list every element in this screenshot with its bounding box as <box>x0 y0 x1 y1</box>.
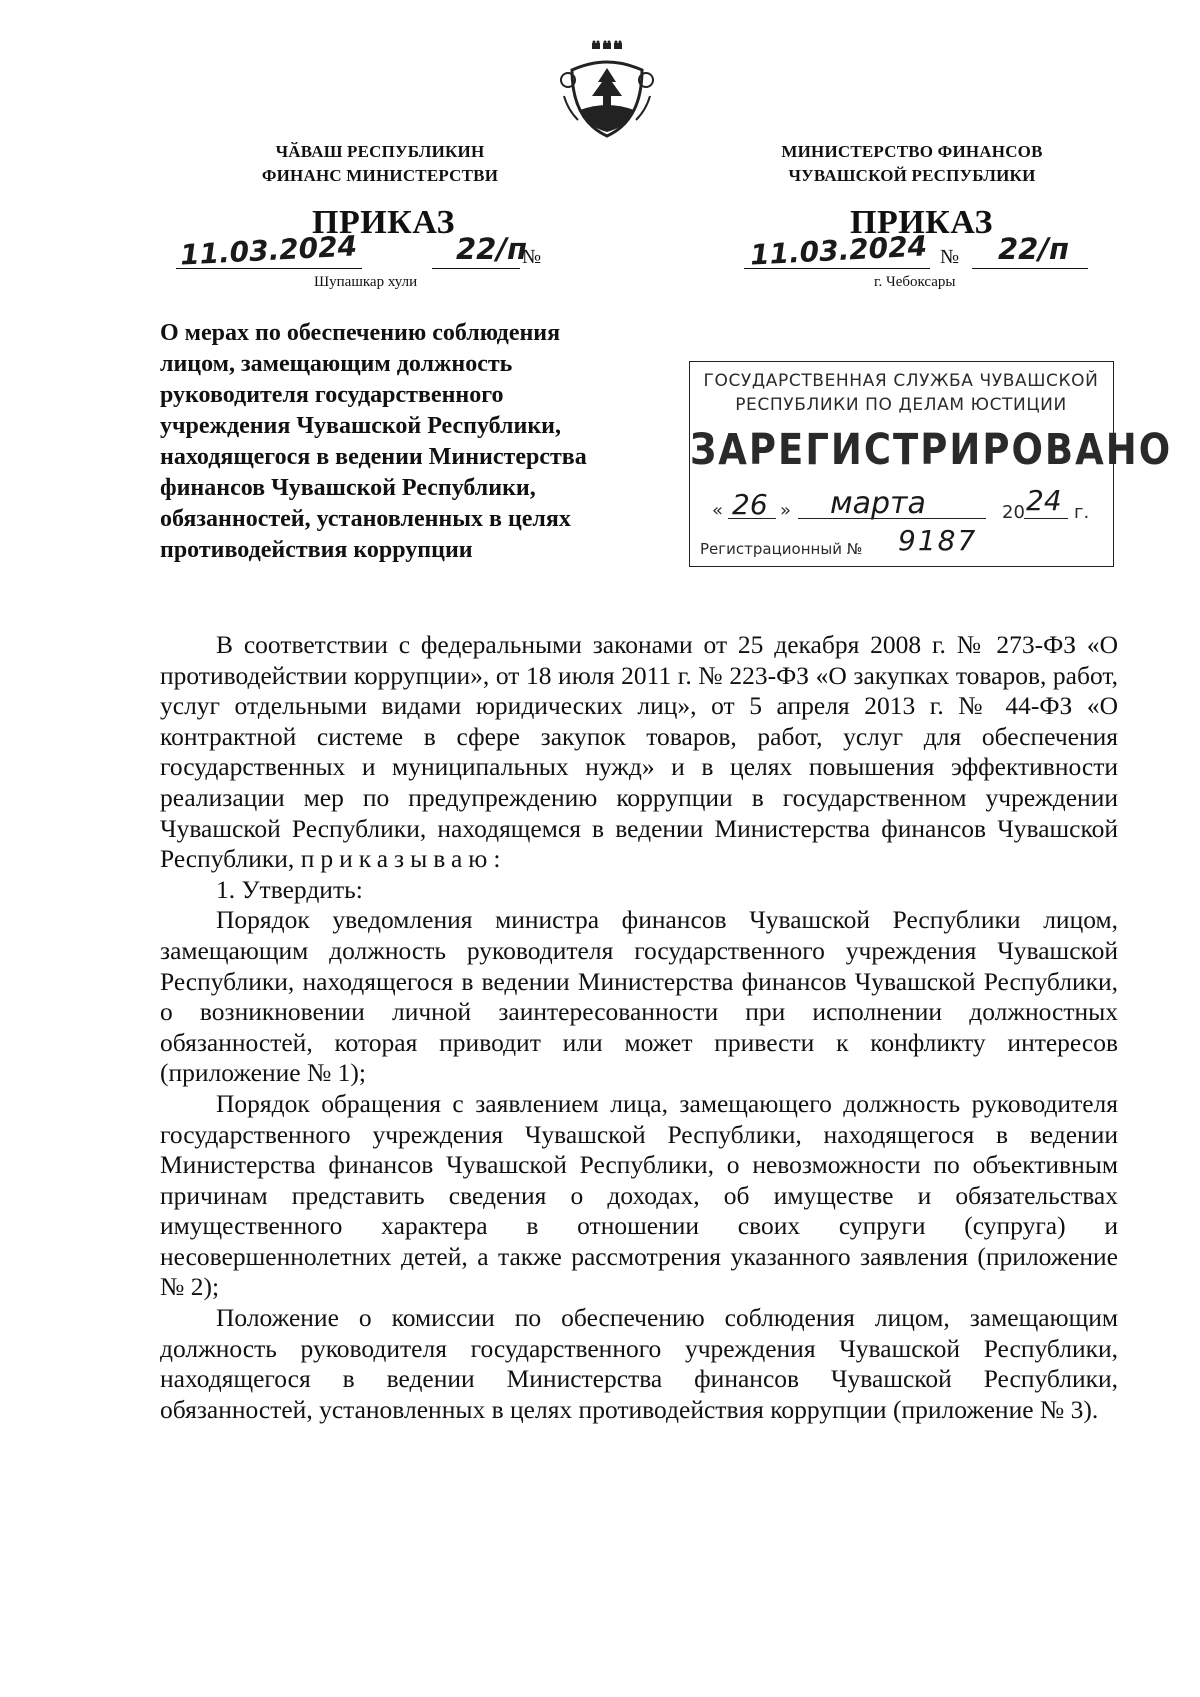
stamp-registration-label: Регистрационный № <box>700 540 863 558</box>
left-org-line-1: ЧӐВАШ РЕСПУБЛИКИН <box>275 142 485 161</box>
stamp-quote-open: « <box>712 500 724 521</box>
subject-line: учреждения Чувашской Республики, <box>160 413 562 439</box>
stamp-year-mark: г. <box>1074 502 1090 523</box>
right-order-title: ПРИКАЗ <box>850 204 993 241</box>
subject-line: лицом, замещающим должность <box>160 351 513 377</box>
stamp-date-row <box>710 484 1110 528</box>
body-paragraph-appendix-3: Положение о комиссии по обеспечению соблюдения лицом, замещающим должность руководителя государственного учреждения Чувашской Республики, находящегося в ведении Министерства финансов Чувашской Республики, обязанностей, установленных в целях противодействия коррупции (приложение № 3). <box>160 1303 1118 1424</box>
stamp-year-rule <box>1024 518 1068 519</box>
left-organization-name <box>200 140 560 188</box>
body-paragraph-appendix-2: Порядок обращения с заявлением лица, замещающего должность руководителя государственного учреждения Чувашской Республики, находящегося в ведении Министерства финансов Чувашской Республики, о невозможности по объективным причинам представить сведения о доходах, об имуществе и обязательствах имущественного характера в отношении своих супруги (супруга) и несовершеннолетних детей, а также рассмотрения указанного заявления (приложение № 2); <box>160 1088 1118 1302</box>
left-org-line-2: ФИНАНС МИНИСТЕРСТВИ <box>261 166 499 185</box>
subject-line: противодействия коррупции <box>160 537 473 563</box>
order-directive-word: приказываю: <box>300 844 507 874</box>
right-organization-name <box>732 140 1092 188</box>
stamp-quote-close: » <box>780 500 792 521</box>
subject-line: обязанностей, установленных в целях <box>160 506 571 532</box>
stamp-month-rule <box>798 518 986 519</box>
order-subject <box>160 318 640 566</box>
subject-line: находящегося в ведении Министерства <box>160 444 587 470</box>
stamp-authority-line-2: РЕСПУБЛИКИ ПО ДЕЛАМ ЮСТИЦИИ <box>735 395 1067 415</box>
body-paragraph-appendix-1: Порядок уведомления министра финансов Чувашской Республики лицом, замещающим должность руководителя государственного учреждения Чувашской Республики, находящегося в ведении Министерства финансов Чувашской Республики, о возникновении личной заинтересованности при исполнении должностных обязанностей, которая приводит или может привести к конфликту интересов (приложение № 1); <box>160 905 1118 1088</box>
right-org-line-1: МИНИСТЕРСТВО ФИНАНСОВ <box>781 142 1043 161</box>
stamp-day-rule <box>728 518 776 519</box>
subject-line: финансов Чувашской Республики, <box>160 475 536 501</box>
right-number-rule <box>972 268 1088 269</box>
stamp-year-suffix: 24 <box>1026 484 1062 517</box>
stamp-day: 26 <box>732 488 768 521</box>
order-body <box>160 630 1118 1425</box>
left-order-date: 11.03.2024 <box>179 229 358 272</box>
body-paragraph-preamble <box>160 630 1118 875</box>
right-order-date: 11.03.2024 <box>749 229 928 272</box>
subject-line: О мерах по обеспечению соблюдения <box>160 320 561 346</box>
registration-stamp <box>689 361 1173 567</box>
left-number-sign: № <box>522 246 542 268</box>
right-number-sign: № <box>940 246 960 268</box>
stamp-registration-row <box>700 524 1100 562</box>
right-order-number: 22/п <box>998 232 1069 266</box>
left-number-rule <box>432 268 520 269</box>
left-order-number: 22/п <box>456 232 527 266</box>
left-order-title: ПРИКАЗ <box>312 204 455 241</box>
body-paragraph-approve: 1. Утвердить: <box>216 874 363 904</box>
subject-line: руководителя государственного <box>160 382 504 408</box>
right-org-line-2: ЧУВАШСКОЙ РЕСПУБЛИКИ <box>788 166 1036 185</box>
right-order-place: г. Чебоксары <box>874 274 956 290</box>
stamp-authority-line-1: ГОСУДАРСТВЕННАЯ СЛУЖБА ЧУВАШСКОЙ <box>703 371 1099 391</box>
stamp-year-prefix: 20 <box>1002 502 1025 523</box>
stamp-registered-label: ЗАРЕГИСТРИРОВАНО <box>690 424 1173 475</box>
left-order-place: Шупашкар хули <box>314 274 418 290</box>
stamp-registration-number: 9187 <box>898 524 978 557</box>
chuvash-emblem-icon <box>558 40 656 140</box>
stamp-month: марта <box>830 486 926 521</box>
preamble-text: В соответствии с федеральными законами от 25 декабря 2008 г. № 273-ФЗ «О противодействии коррупции», от 18 июля 2011 г. № 223-ФЗ «О закупках товаров, работ, услуг отдельными видами юридических лиц», от 5 апреля 2013 г. № 44-ФЗ «О контрактной системе в сфере закупок товаров, работ, услуг для обеспечения государственных и муниципальных нужд» и в целях повышения эффективности реализации мер по предупреждению коррупции в государственном учреждении Чувашской Республики, находящемся в ведении Министерства финансов Чувашской Республики, <box>160 630 1118 874</box>
